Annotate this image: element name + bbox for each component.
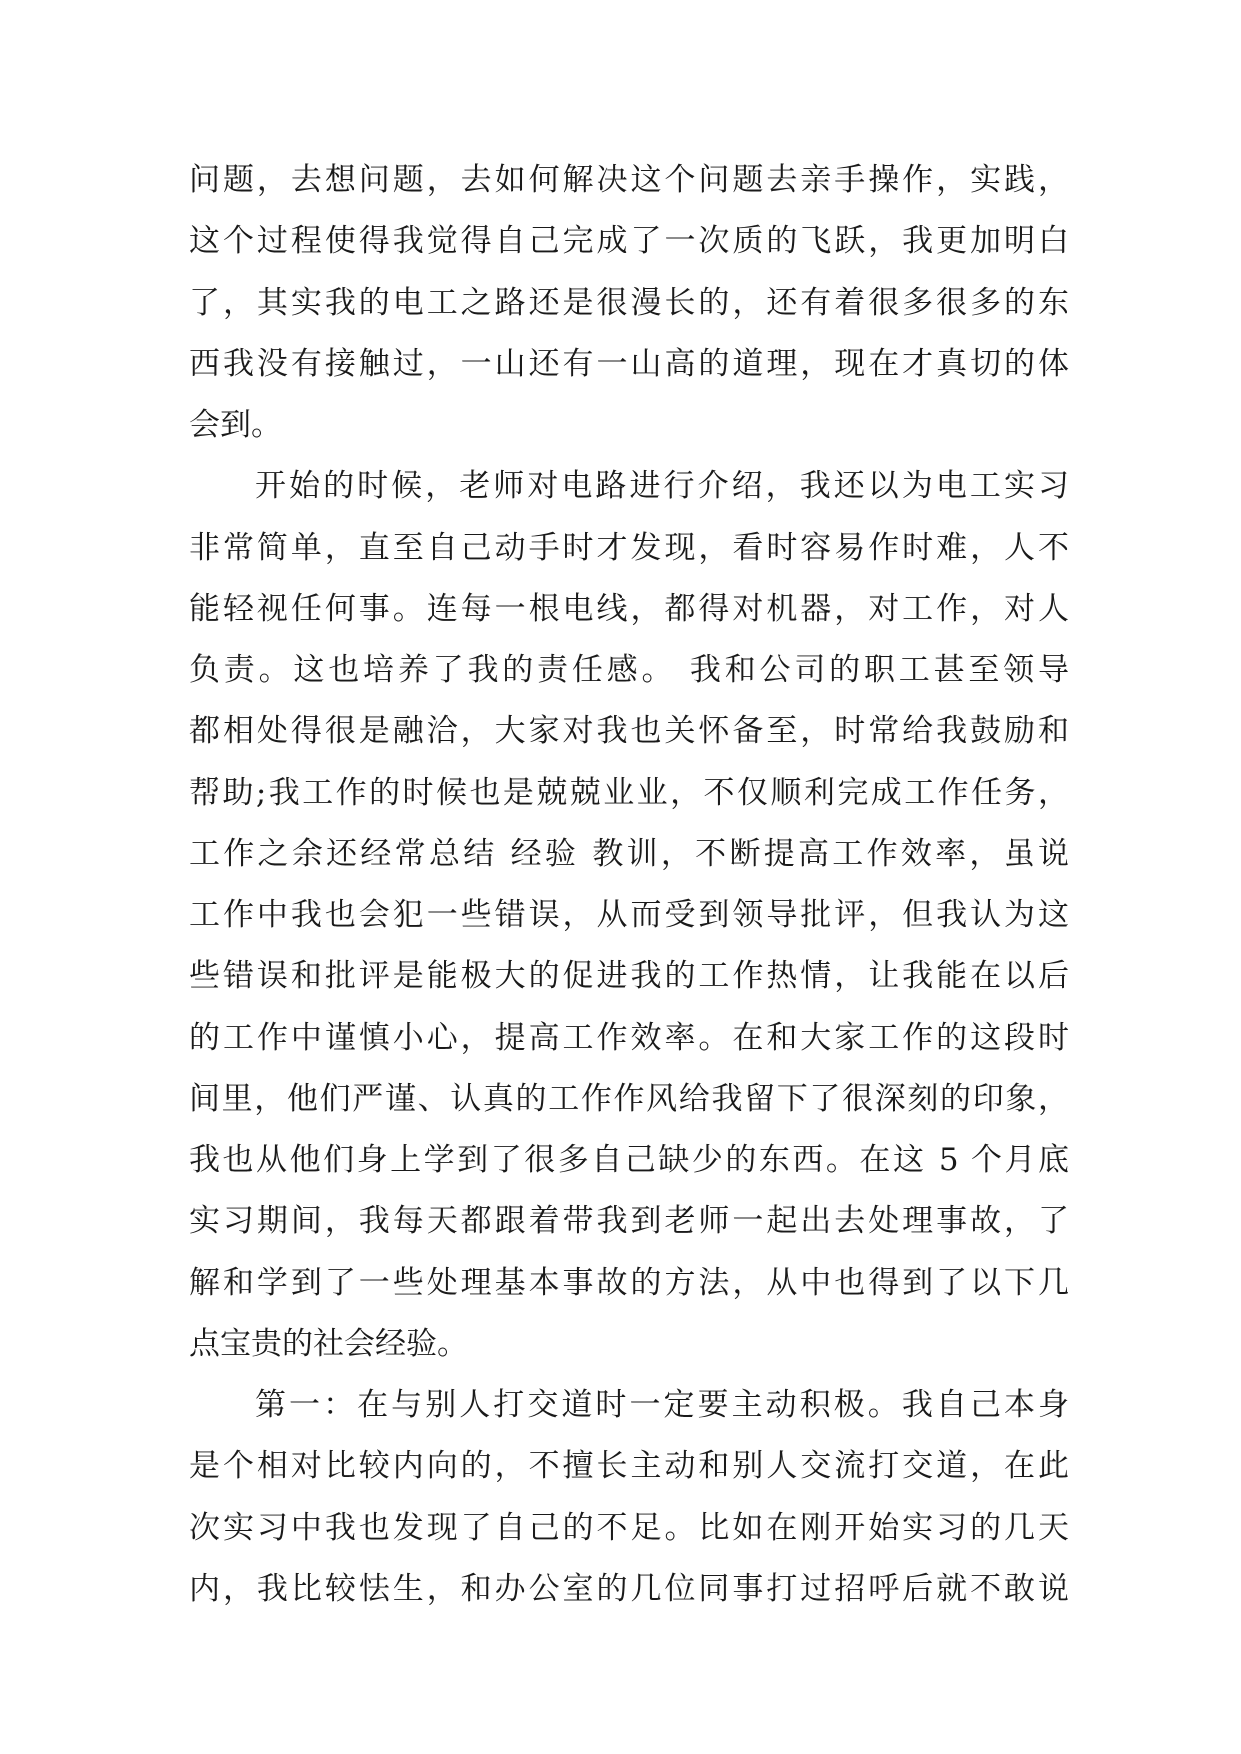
text-line: 实习期间，我每天都跟着带我到老师一起出去处理事故，了 <box>189 1203 1069 1240</box>
text-line: 能轻视任何事。连每一根电线，都得对机器，对工作，对人 <box>189 590 1069 627</box>
text-line: 间里，他们严谨、认真的工作作风给我留下了很深刻的印象， <box>189 1080 1069 1117</box>
text-line: 的工作中谨慎小心，提高工作效率。在和大家工作的这段时 <box>189 1019 1069 1056</box>
text-line: 是个相对比较内向的，不擅长主动和别人交流打交道，在此 <box>189 1448 1069 1485</box>
text-line: 内，我比较怯生，和办公室的几位同事打过招呼后就不敢说 <box>189 1570 1069 1607</box>
text-line: 西我没有接触过，一山还有一山高的道理，现在才真切的体 <box>189 345 1069 382</box>
text-line: 都相处得很是融洽，大家对我也关怀备至，时常给我鼓励和 <box>189 713 1069 750</box>
text-line: 解和学到了一些处理基本事故的方法，从中也得到了以下几 <box>189 1264 1069 1301</box>
text-line: 会到。 <box>189 407 282 443</box>
text-line: 这个过程使得我觉得自己完成了一次质的飞跃，我更加明白 <box>189 223 1069 260</box>
paragraph-start-line: 开始的时候，老师对电路进行介绍，我还以为电工实习 <box>255 468 1069 505</box>
text-line: 些错误和批评是能极大的促进我的工作热情，让我能在以后 <box>189 958 1069 995</box>
text-line: 工作之余还经常总结 经验 教训，不断提高工作效率，虽说 <box>189 835 1069 872</box>
text-line: 工作中我也会犯一些错误，从而受到领导批评，但我认为这 <box>189 897 1069 933</box>
text-line: 帮助;我工作的时候也是兢兢业业，不仅顺利完成工作任务， <box>189 774 1069 811</box>
paragraph-start-line: 第一：在与别人打交道时一定要主动积极。我自己本身 <box>255 1387 1069 1423</box>
text-line: 次实习中我也发现了自己的不足。比如在刚开始实习的几天 <box>189 1509 1069 1546</box>
text-line: 问题，去想问题，去如何解决这个问题去亲手操作，实践， <box>189 162 1069 198</box>
text-line: 我也从他们身上学到了很多自己缺少的东西。在这 5 个月底 <box>189 1142 1069 1178</box>
text-line: 非常简单，直至自己动手时才发现，看时容易作时难，人不 <box>189 529 1069 566</box>
text-line: 点宝贵的社会经验。 <box>189 1325 468 1362</box>
text-line: 了，其实我的电工之路还是很漫长的，还有着很多很多的东 <box>189 284 1069 321</box>
body-text <box>189 160 1069 1630</box>
text-line: 负责。这也培养了我的责任感。 我和公司的职工甚至领导 <box>189 652 1069 688</box>
